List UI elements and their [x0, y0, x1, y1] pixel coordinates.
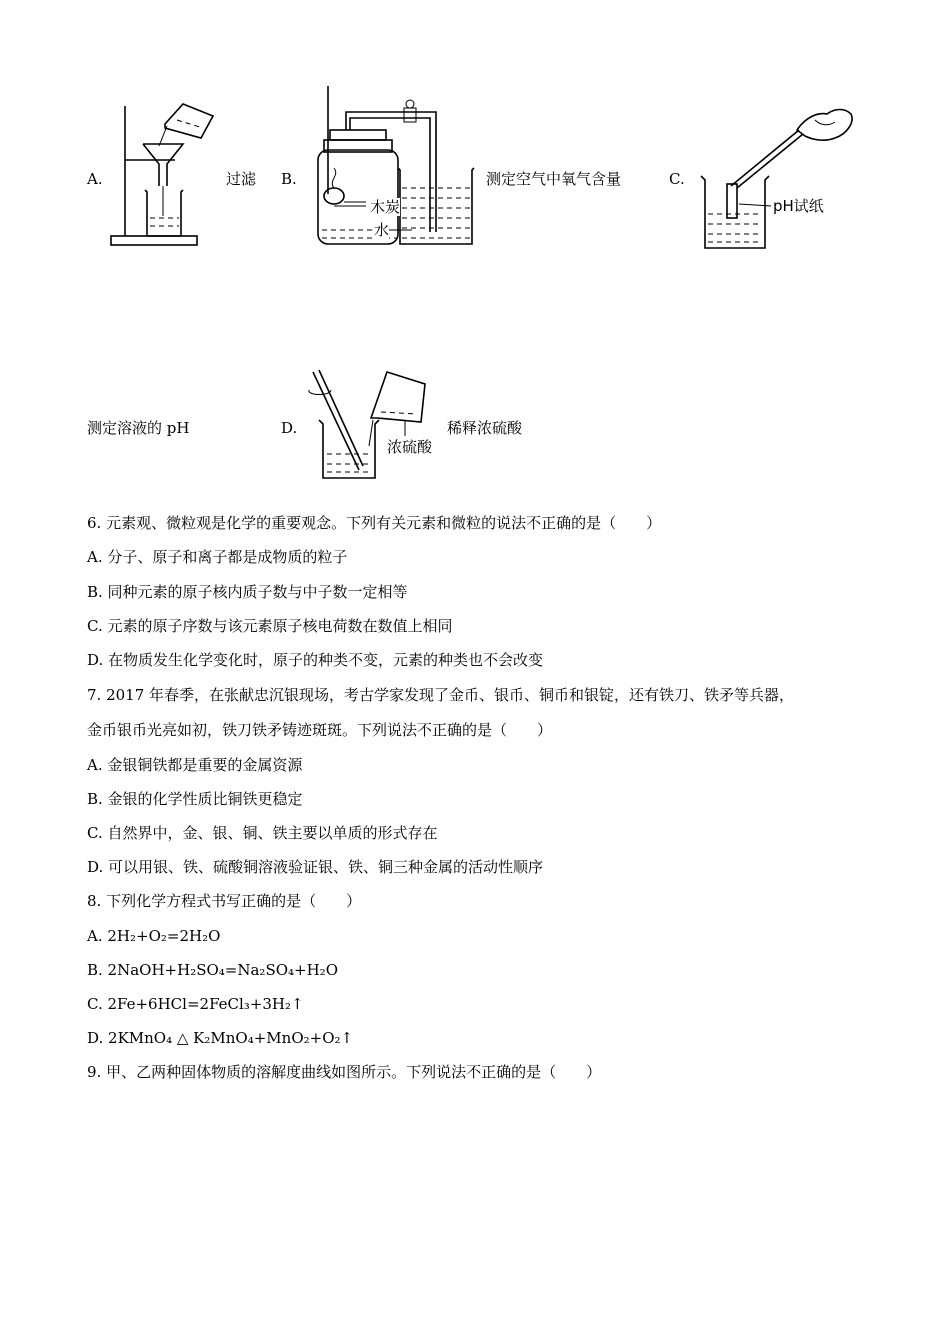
q8-option-d: D. 2KMnO₄ △ K₂MnO₄+MnO₂+O₂↑: [87, 1029, 354, 1047]
option-a-letter: A.: [87, 170, 103, 188]
conc-acid-label: 浓硫酸: [387, 438, 433, 456]
dilute-acid-figure: [305, 366, 441, 486]
option-d-letter: D.: [281, 419, 298, 437]
figure-c-caption: 测定溶液的 pH: [87, 419, 190, 437]
ph-paper-label: pH试纸: [773, 197, 824, 215]
question-7-stem-line2: 金币银币光亮如初，铁刀铁矛铸迹斑斑。下列说法不正确的是（ ）: [87, 721, 553, 739]
water-label: 水: [374, 221, 390, 239]
question-7-stem-line1: 7. 2017 年春季，在张献忠沉银现场，考古学家发现了金币、银币、铜币和银锭，还有铁刀、铁矛等兵器，: [87, 686, 795, 704]
figure-b-caption: 测定空气中氧气含量: [486, 170, 622, 188]
question-6-stem: 6. 元素观、微粒观是化学的重要观念。下列有关元素和微粒的说法不正确的是（ ）: [87, 514, 662, 532]
figure-d-caption: 稀释浓硫酸: [447, 419, 523, 437]
q7-option-c: C. 自然界中，金、银、铜、铁主要以单质的形式存在: [87, 824, 438, 842]
oxygen-content-apparatus-figure: [300, 84, 482, 252]
q8-option-c: C. 2Fe+6HCl=2FeCl₃+3H₂↑: [87, 995, 304, 1013]
charcoal-label: 木炭: [370, 198, 401, 216]
option-b-letter: B.: [281, 170, 297, 188]
q6-option-a: A. 分子、原子和离子都是成物质的粒子: [87, 548, 348, 566]
q7-option-b: B. 金银的化学性质比铜铁更稳定: [87, 790, 303, 808]
option-c-letter: C.: [669, 170, 685, 188]
q8-option-b: B. 2NaOH+H₂SO₄=Na₂SO₄+H₂O: [87, 961, 338, 979]
q6-option-d: D. 在物质发生化学变化时，原子的种类不变，元素的种类也不会改变: [87, 651, 544, 669]
q7-option-a: A. 金银铜铁都是重要的金属资源: [87, 756, 303, 774]
ph-measurement-figure: [695, 100, 865, 252]
q6-option-b: B. 同种元素的原子核内质子数与中子数一定相等: [87, 583, 408, 601]
q6-option-c: C. 元素的原子序数与该元素原子核电荷数在数值上相同: [87, 617, 453, 635]
filtration-apparatus-figure: [105, 98, 225, 258]
q8-option-a: A. 2H₂+O₂=2H₂O: [87, 927, 221, 945]
q7-option-d: D. 可以用银、铁、硫酸铜溶液验证银、铁、铜三种金属的活动性顺序: [87, 858, 544, 876]
question-9-stem: 9. 甲、乙两种固体物质的溶解度曲线如图所示。下列说法不正确的是（ ）: [87, 1063, 602, 1081]
figure-a-caption: 过滤: [226, 170, 257, 188]
question-8-stem: 8. 下列化学方程式书写正确的是（ ）: [87, 892, 362, 910]
